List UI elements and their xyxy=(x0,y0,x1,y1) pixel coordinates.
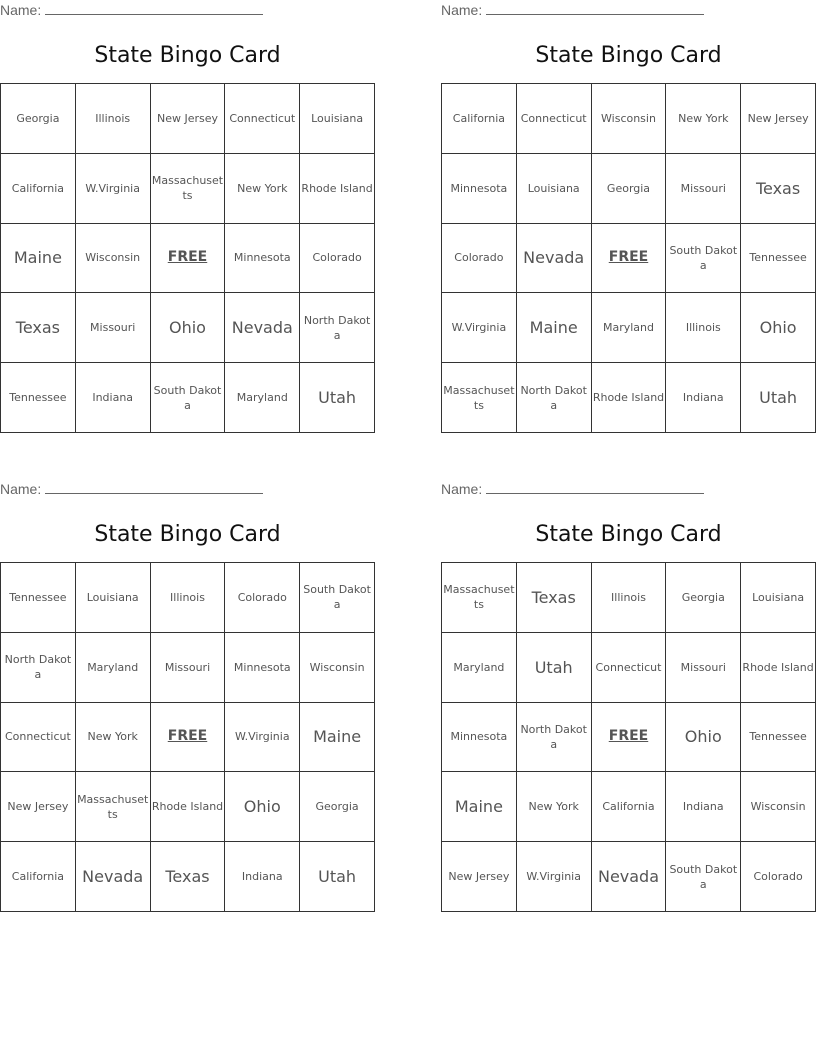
name-label: Name: xyxy=(0,481,42,497)
bingo-cell[interactable]: Louisiana xyxy=(300,84,375,154)
free-space-cell[interactable]: FREE xyxy=(151,224,226,294)
card-title: State Bingo Card xyxy=(535,43,722,68)
bingo-cell[interactable]: New York xyxy=(225,154,300,224)
bingo-cell[interactable]: Nevada xyxy=(225,293,300,363)
card-title: State Bingo Card xyxy=(535,522,722,547)
bingo-cell[interactable]: Massachusetts xyxy=(76,772,151,842)
bingo-cell[interactable]: Tennessee xyxy=(741,224,816,294)
bingo-cell[interactable]: Indiana xyxy=(225,842,300,912)
name-field[interactable] xyxy=(441,479,816,499)
bingo-cell[interactable]: Ohio xyxy=(666,703,741,773)
name-label: Name: xyxy=(441,2,483,18)
bingo-cell[interactable]: Connecticut xyxy=(517,84,592,154)
bingo-cell[interactable]: Ohio xyxy=(225,772,300,842)
bingo-cell[interactable]: Illinois xyxy=(151,563,226,633)
bingo-cell[interactable]: Ohio xyxy=(741,293,816,363)
bingo-cell[interactable]: Tennessee xyxy=(1,563,76,633)
bingo-cell[interactable]: Utah xyxy=(300,842,375,912)
bingo-cell[interactable]: Colorado xyxy=(225,563,300,633)
bingo-cell[interactable]: Minnesota xyxy=(225,633,300,703)
name-field[interactable] xyxy=(0,0,375,20)
bingo-cell[interactable]: Nevada xyxy=(517,224,592,294)
bingo-cell[interactable]: Georgia xyxy=(1,84,76,154)
bingo-cell[interactable]: New York xyxy=(666,84,741,154)
bingo-cell[interactable]: Georgia xyxy=(666,563,741,633)
bingo-cell[interactable]: Wisconsin xyxy=(592,84,667,154)
bingo-grid xyxy=(441,562,816,912)
bingo-cell[interactable]: Nevada xyxy=(76,842,151,912)
name-underline[interactable] xyxy=(486,480,704,494)
bingo-cell[interactable]: Illinois xyxy=(592,563,667,633)
bingo-cell[interactable]: Texas xyxy=(741,154,816,224)
bingo-cell[interactable]: Wisconsin xyxy=(76,224,151,294)
name-field[interactable] xyxy=(0,479,375,499)
free-space-cell[interactable]: FREE xyxy=(151,703,226,773)
bingo-cell[interactable]: Minnesota xyxy=(225,224,300,294)
card-title: State Bingo Card xyxy=(94,43,281,68)
bingo-cell[interactable]: Illinois xyxy=(666,293,741,363)
bingo-cell[interactable]: Georgia xyxy=(592,154,667,224)
bingo-grid xyxy=(441,83,816,433)
free-space-cell[interactable]: FREE xyxy=(592,224,667,294)
bingo-cell[interactable]: Missouri xyxy=(151,633,226,703)
bingo-cell[interactable]: Missouri xyxy=(666,154,741,224)
name-underline[interactable] xyxy=(486,1,704,15)
bingo-cell[interactable]: Wisconsin xyxy=(300,633,375,703)
bingo-cell[interactable]: Colorado xyxy=(300,224,375,294)
bingo-cell[interactable]: New Jersey xyxy=(442,842,517,912)
name-underline[interactable] xyxy=(45,480,263,494)
bingo-cell[interactable]: New Jersey xyxy=(151,84,226,154)
free-space-cell[interactable]: FREE xyxy=(592,703,667,773)
bingo-cell[interactable]: Indiana xyxy=(76,363,151,433)
bingo-cell[interactable]: New York xyxy=(76,703,151,773)
bingo-cell[interactable]: New Jersey xyxy=(741,84,816,154)
bingo-cell[interactable]: Utah xyxy=(517,633,592,703)
bingo-cell[interactable]: Minnesota xyxy=(442,703,517,773)
bingo-cell[interactable]: Texas xyxy=(1,293,76,363)
bingo-cell[interactable]: Tennessee xyxy=(741,703,816,773)
bingo-cell[interactable]: Louisiana xyxy=(517,154,592,224)
bingo-cell[interactable]: Massachusetts xyxy=(442,363,517,433)
bingo-cell[interactable]: Massachusetts xyxy=(151,154,226,224)
bingo-cell[interactable]: Indiana xyxy=(666,363,741,433)
bingo-cell[interactable]: W.Virginia xyxy=(517,842,592,912)
bingo-cell[interactable]: California xyxy=(1,154,76,224)
bingo-cell[interactable]: Utah xyxy=(741,363,816,433)
bingo-cell[interactable]: Georgia xyxy=(300,772,375,842)
bingo-cell[interactable]: New York xyxy=(517,772,592,842)
bingo-cell[interactable]: W.Virginia xyxy=(76,154,151,224)
bingo-cell[interactable]: Massachusetts xyxy=(442,563,517,633)
bingo-cell[interactable]: Maryland xyxy=(76,633,151,703)
bingo-cell[interactable]: Maine xyxy=(442,772,517,842)
bingo-cell[interactable]: New Jersey xyxy=(1,772,76,842)
bingo-cell[interactable]: California xyxy=(442,84,517,154)
bingo-cell[interactable]: Colorado xyxy=(741,842,816,912)
bingo-cell[interactable]: Connecticut xyxy=(1,703,76,773)
bingo-cell[interactable]: California xyxy=(1,842,76,912)
bingo-cell[interactable]: Texas xyxy=(151,842,226,912)
bingo-cell[interactable]: Connecticut xyxy=(225,84,300,154)
bingo-cell[interactable]: Missouri xyxy=(76,293,151,363)
bingo-grid xyxy=(0,83,375,433)
bingo-cell[interactable]: South Dakota xyxy=(666,224,741,294)
bingo-cell[interactable]: Texas xyxy=(517,563,592,633)
bingo-cell[interactable]: North Dakota xyxy=(300,293,375,363)
bingo-cell[interactable]: W.Virginia xyxy=(442,293,517,363)
bingo-cell[interactable]: Louisiana xyxy=(76,563,151,633)
bingo-cell[interactable]: Maine xyxy=(1,224,76,294)
bingo-cell[interactable]: Rhode Island xyxy=(151,772,226,842)
bingo-cell[interactable]: Indiana xyxy=(666,772,741,842)
bingo-cell[interactable]: Maryland xyxy=(592,293,667,363)
bingo-cell[interactable]: Colorado xyxy=(442,224,517,294)
name-field[interactable] xyxy=(441,0,816,20)
bingo-cell[interactable]: Missouri xyxy=(666,633,741,703)
bingo-cell[interactable]: Maine xyxy=(517,293,592,363)
bingo-cell[interactable]: Rhode Island xyxy=(741,633,816,703)
bingo-cell[interactable]: Illinois xyxy=(76,84,151,154)
bingo-cell[interactable]: North Dakota xyxy=(517,703,592,773)
bingo-cell[interactable]: Rhode Island xyxy=(300,154,375,224)
bingo-cell[interactable]: Maryland xyxy=(225,363,300,433)
bingo-grid xyxy=(0,562,375,912)
bingo-cell[interactable]: Minnesota xyxy=(442,154,517,224)
bingo-cell[interactable]: California xyxy=(592,772,667,842)
bingo-cell[interactable]: W.Virginia xyxy=(225,703,300,773)
name-label: Name: xyxy=(0,2,42,18)
bingo-cell[interactable]: Louisiana xyxy=(741,563,816,633)
bingo-cell[interactable]: Tennessee xyxy=(1,363,76,433)
card-title: State Bingo Card xyxy=(94,522,281,547)
bingo-cell[interactable]: North Dakota xyxy=(1,633,76,703)
bingo-cell[interactable]: Maine xyxy=(300,703,375,773)
name-underline[interactable] xyxy=(45,1,263,15)
bingo-cell[interactable]: Ohio xyxy=(151,293,226,363)
bingo-cell[interactable]: South Dakota xyxy=(666,842,741,912)
bingo-cell[interactable]: South Dakota xyxy=(151,363,226,433)
name-label: Name: xyxy=(441,481,483,497)
bingo-cell[interactable]: South Dakota xyxy=(300,563,375,633)
bingo-cell[interactable]: Rhode Island xyxy=(592,363,667,433)
bingo-cell[interactable]: Utah xyxy=(300,363,375,433)
bingo-cell[interactable]: North Dakota xyxy=(517,363,592,433)
bingo-cell[interactable]: Wisconsin xyxy=(741,772,816,842)
bingo-cell[interactable]: Connecticut xyxy=(592,633,667,703)
bingo-cell[interactable]: Maryland xyxy=(442,633,517,703)
bingo-cell[interactable]: Nevada xyxy=(592,842,667,912)
